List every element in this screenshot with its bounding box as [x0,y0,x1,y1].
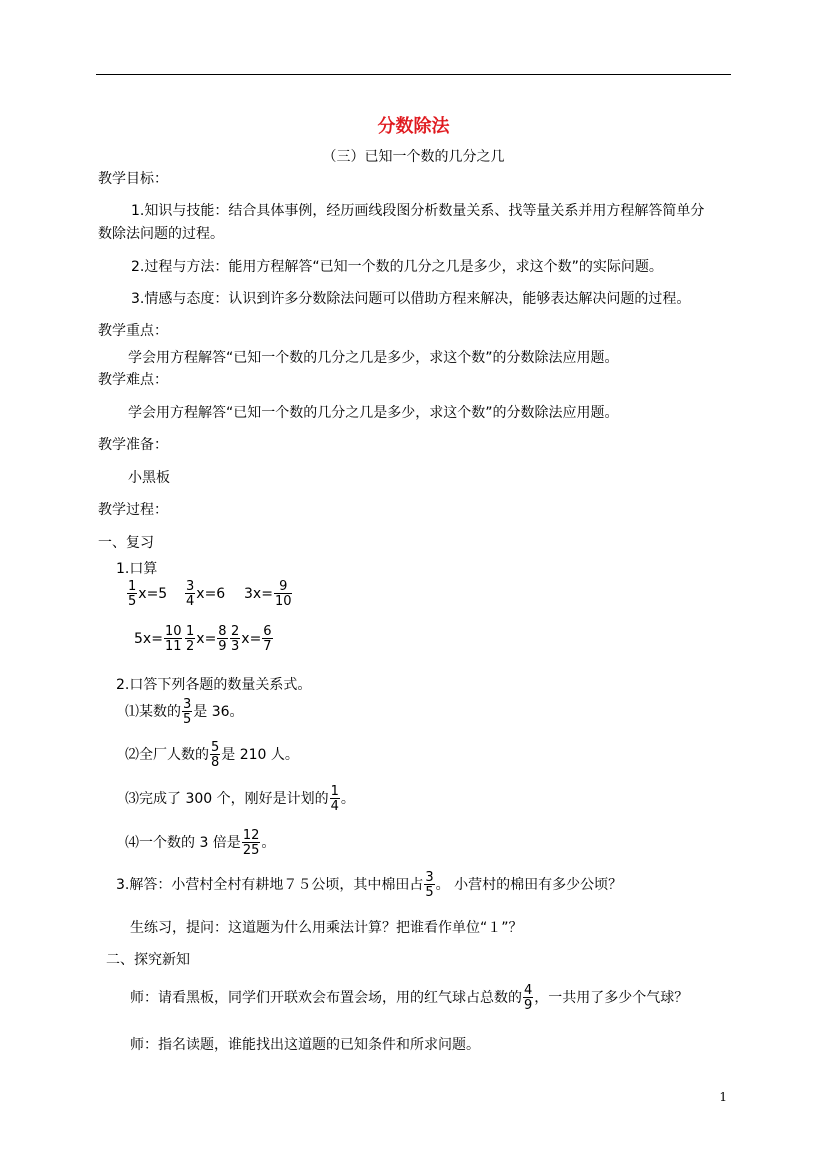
oral-heading: 1.口算 [116,561,158,577]
q2-item-1: ⑴某数的 $\frac{3}{5}$ 是 36。 [125,697,244,727]
hard-heading: 教学难点： [98,372,168,388]
q3-problem: 3.解答：小营村全村有耕地７５公顷，其中棉田占 $\frac{3}{5}$ 。 小营村的棉田有多少公顷？ [116,870,623,900]
equation-6: $\frac{2}{3}$ x= $\frac{6}{7}$ [231,624,272,654]
equation-4: 5x= $\frac{10}{11}$ [134,624,182,654]
page-title: 分数除法 [377,116,450,137]
process-heading: 教学过程： [98,502,168,518]
goal-3: 3.情感与态度：认识到许多分数除法问题可以借助方程来解决，能够表达解决问题的过程。 [131,291,691,307]
goal-1-line-2: 数除法问题的过程。 [98,226,224,242]
practice-text: 生练习，提问：这道题为什么用乘法计算？把谁看作单位“１”？ [130,920,523,936]
key-heading: 教学重点： [98,323,168,339]
header-rule [96,74,731,75]
q2-item-3: ⑶完成了 300 个，刚好是计划的 $\frac{1}{4}$ 。 [125,784,355,814]
equation-1: $\frac{1}{5}$ x=5 [128,579,168,609]
key-text: 学会用方程解答“已知一个数的几分之几是多少，求这个数”的分数除法应用题。 [128,350,619,366]
q2-heading: 2.口答下列各题的数量关系式。 [116,677,312,693]
teacher-line-1: 师：请看黑板，同学们开联欢会布置会场，用的红气球占总数的 $\frac{4}{9}$ ，一共用了多少个气球？ [130,983,689,1013]
equation-3: 3x= $\frac{9}{10}$ [244,579,292,609]
q2-item-2: ⑵全厂人数的 $\frac{5}{8}$ 是 210 人。 [125,740,299,770]
equation-2: $\frac{3}{4}$ x=6 [186,579,226,609]
goal-1-line-1: 1.知识与技能：结合具体事例，经历画线段图分析数量关系、找等量关系并用方程解答简单分 [131,203,705,219]
equation-5: $\frac{1}{2}$ x= $\frac{8}{9}$ [186,624,227,654]
page-number: 1 [719,1090,727,1104]
review-heading: 一、复习 [98,535,154,551]
q2-item-4: ⑷一个数的 3 倍是 $\frac{12}{25}$ 。 [125,828,276,858]
goal-2: 2.过程与方法：能用方程解答“已知一个数的几分之几是多少，求这个数”的实际问题。 [131,259,663,275]
hard-text: 学会用方程解答“已知一个数的几分之几是多少，求这个数”的分数除法应用题。 [128,405,619,421]
prep-text: 小黑板 [128,470,170,486]
page-subtitle: （三）已知一个数的几分之几 [322,149,505,165]
goals-heading: 教学目标： [98,171,168,187]
prep-heading: 教学准备： [98,437,168,453]
new-section-heading: 二、探究新知 [106,952,190,968]
teacher-line-2: 师：指名读题，谁能找出这道题的已知条件和所求问题。 [130,1037,480,1053]
